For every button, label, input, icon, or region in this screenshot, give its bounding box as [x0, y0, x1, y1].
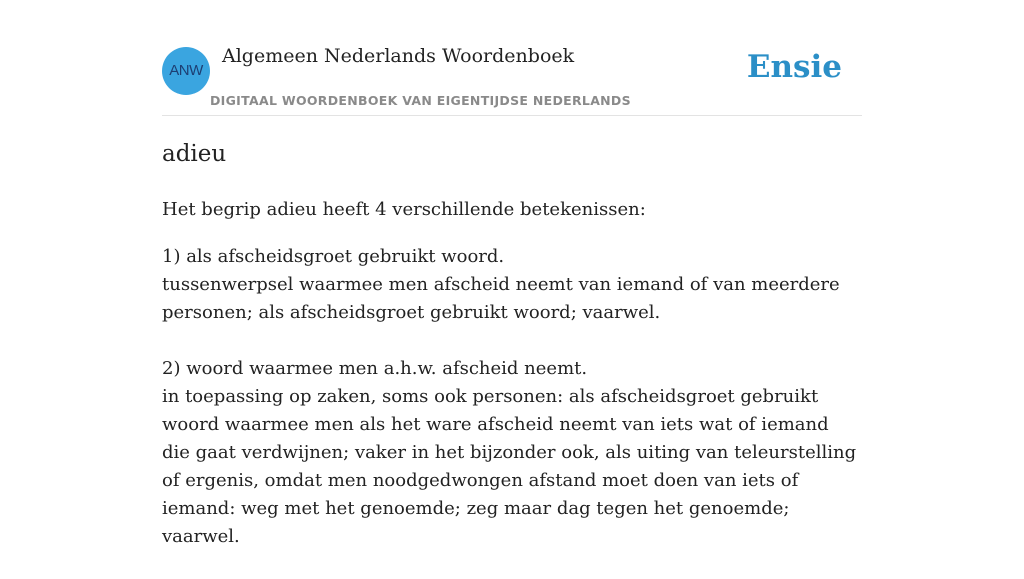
- meaning-definition: tussenwerpsel waarmee men afscheid neemt van iemand of van meerdere personen; als afscheidsgroet gebruikt woord; vaarwel.: [162, 274, 840, 323]
- site-header: [162, 0, 862, 116]
- entry-headword: adieu: [162, 141, 227, 167]
- meaning-title: 2) woord waarmee men a.h.w. afscheid neemt.: [162, 358, 588, 379]
- entry-content: [162, 138, 862, 579]
- meaning-title: 1) als afscheidsgroet gebruikt woord.: [162, 246, 505, 267]
- meaning-item: [162, 243, 862, 327]
- meaning-definition: in toepassing op zaken, soms ook personen: als afscheidsgroet gebruikt woord waarmee men als het ware afscheid neemt van iets wat of iemand die gaat verdwijnen; vaker in het bijzonder ook, als uiting van teleurstelling of ergenis, omdat men noodgedwongen afstand moet doen van iets of iemand: weg met het genoemde; zeg maar dag tegen het genoemde; vaarwel.: [162, 386, 857, 547]
- ensie-brand-logo[interactable]: Ensie: [746, 49, 842, 85]
- anw-logo[interactable]: ANW: [162, 47, 210, 95]
- entry-intro: Het begrip adieu heeft 4 verschillende betekenissen:: [162, 199, 646, 220]
- site-title[interactable]: Algemeen Nederlands Woordenboek: [222, 45, 575, 67]
- site-subtitle: DIGITAAL WOORDENBOEK VAN EIGENTIJDSE NEDERLANDS: [210, 93, 631, 108]
- meaning-item: [162, 355, 862, 551]
